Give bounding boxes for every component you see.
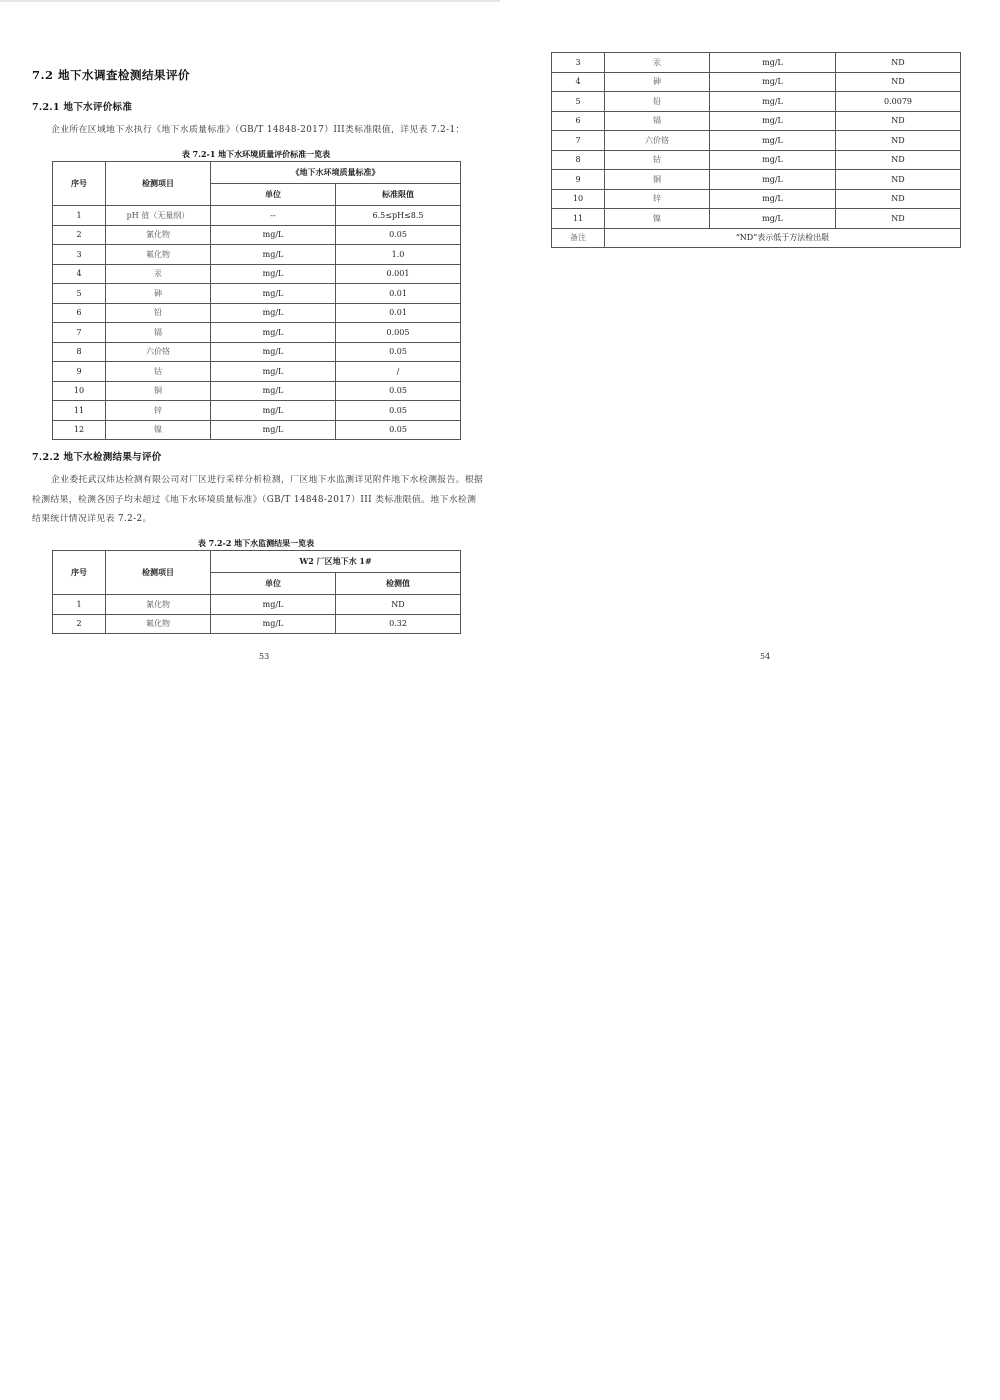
- col-header-unit: 单位: [211, 573, 336, 595]
- unit-cell: mg/L: [710, 53, 836, 73]
- unit-cell: mg/L: [211, 245, 336, 265]
- item-cell: 砷: [605, 72, 710, 92]
- row-number-cell: 2: [53, 225, 106, 245]
- value-cell: ND: [836, 111, 961, 131]
- unit-cell: mg/L: [710, 150, 836, 170]
- row-number-cell: 6: [53, 303, 106, 323]
- value-cell: ND: [836, 53, 961, 73]
- value-cell: 0.005: [336, 323, 461, 343]
- item-cell: 镍: [605, 209, 710, 229]
- table-row: [552, 53, 961, 73]
- item-cell: 镉: [106, 323, 211, 343]
- unit-cell: mg/L: [710, 170, 836, 190]
- row-number-cell: 12: [53, 420, 106, 440]
- row-number-cell: 10: [53, 381, 106, 401]
- table-row: [53, 420, 461, 440]
- results-table: [52, 550, 461, 634]
- unit-cell: mg/L: [211, 614, 336, 634]
- item-cell: 铅: [106, 303, 211, 323]
- col-header-item: 检测项目: [106, 162, 211, 206]
- row-number-cell: 11: [53, 401, 106, 421]
- row-number-cell: 4: [53, 264, 106, 284]
- col-header-value: 检测值: [336, 573, 461, 595]
- col-header-unit: 单位: [211, 184, 336, 206]
- unit-cell: mg/L: [211, 420, 336, 440]
- value-cell: ND: [836, 209, 961, 229]
- unit-cell: mg/L: [211, 303, 336, 323]
- value-cell: 0.01: [336, 284, 461, 304]
- row-number-cell: 9: [552, 170, 605, 190]
- section-title: 7.2 地下水调查检测结果评价: [32, 68, 191, 82]
- row-number-cell: 5: [53, 284, 106, 304]
- table-row: [53, 401, 461, 421]
- value-cell: ND: [336, 595, 461, 615]
- standard-table: [52, 161, 461, 440]
- unit-cell: mg/L: [211, 284, 336, 304]
- unit-cell: mg/L: [710, 189, 836, 209]
- row-number-cell: 1: [53, 595, 106, 615]
- row-number-cell: 8: [552, 150, 605, 170]
- page-number: 54: [760, 652, 771, 661]
- value-cell: 0.01: [336, 303, 461, 323]
- value-cell: 1.0: [336, 245, 461, 265]
- table-row: [53, 225, 461, 245]
- item-cell: 铅: [605, 92, 710, 112]
- table-row: [552, 170, 961, 190]
- item-cell: 汞: [106, 264, 211, 284]
- table-7-2-2-caption: 表 7.2-2 地下水监测结果一览表: [197, 538, 315, 548]
- table-row: [53, 303, 461, 323]
- value-cell: ND: [836, 189, 961, 209]
- item-cell: 砷: [106, 284, 211, 304]
- unit-cell: mg/L: [211, 264, 336, 284]
- row-number-cell: 10: [552, 189, 605, 209]
- item-cell: 铜: [605, 170, 710, 190]
- item-cell: 锌: [106, 401, 211, 421]
- value-cell: ND: [836, 131, 961, 151]
- value-cell: ND: [836, 150, 961, 170]
- item-cell: 铜: [106, 381, 211, 401]
- results-table-continued: [551, 52, 961, 248]
- unit-cell: mg/L: [211, 401, 336, 421]
- row-number-cell: 1: [53, 206, 106, 226]
- unit-cell: mg/L: [211, 342, 336, 362]
- item-cell: 镉: [605, 111, 710, 131]
- table-row: [53, 206, 461, 226]
- table-row: [552, 209, 961, 229]
- item-cell: 氟化物: [106, 614, 211, 634]
- value-cell: 0.05: [336, 401, 461, 421]
- unit-cell: --: [211, 206, 336, 226]
- item-cell: pH 值（无量纲）: [106, 206, 211, 226]
- table-row: [53, 342, 461, 362]
- col-header-no: 序号: [53, 162, 106, 206]
- table-row: [53, 245, 461, 265]
- item-cell: 锌: [605, 189, 710, 209]
- table-row: [53, 264, 461, 284]
- value-cell: 0.05: [336, 420, 461, 440]
- unit-cell: mg/L: [211, 362, 336, 382]
- row-number-cell: 2: [53, 614, 106, 634]
- item-cell: 氰化物: [106, 595, 211, 615]
- paragraph-results-text: 企业委托武汉炜达检测有限公司对厂区进行采样分析检测，厂区地下水监测详见附件地下水检测报告。根据检测结果，检测各因子均未超过《地下水环境质量标准》（GB/T 14848-2017）III 类标准限值。地下水检测结果统计情况详见表 7.2-2。: [32, 475, 484, 524]
- table-row: [552, 131, 961, 151]
- unit-cell: mg/L: [710, 92, 836, 112]
- unit-cell: mg/L: [710, 111, 836, 131]
- row-number-cell: 3: [53, 245, 106, 265]
- item-cell: 氟化物: [106, 245, 211, 265]
- value-cell: 0.0079: [836, 92, 961, 112]
- table-7-2-1-caption: 表 7.2-1 地下水环境质量评价标准一览表: [181, 149, 331, 159]
- unit-cell: mg/L: [710, 72, 836, 92]
- row-number-cell: 5: [552, 92, 605, 112]
- item-cell: 镍: [106, 420, 211, 440]
- unit-cell: mg/L: [211, 225, 336, 245]
- paragraph-standard: [32, 121, 484, 141]
- page-54: [500, 0, 1000, 700]
- item-cell: 六价铬: [605, 131, 710, 151]
- row-number-cell: 7: [552, 131, 605, 151]
- unit-cell: mg/L: [211, 595, 336, 615]
- item-cell: 六价铬: [106, 342, 211, 362]
- note-label: 备注: [552, 228, 605, 248]
- value-cell: 0.05: [336, 225, 461, 245]
- row-number-cell: 4: [552, 72, 605, 92]
- col-header-limit: 标准限值: [336, 184, 461, 206]
- table-row: [53, 381, 461, 401]
- paragraph-results: [32, 471, 484, 530]
- paragraph-standard-text: 企业所在区域地下水执行《地下水质量标准》（GB/T 14848-2017）III类标准限值，详见表 7.2-1：: [51, 125, 465, 135]
- value-cell: 0.05: [336, 381, 461, 401]
- value-cell: 0.32: [336, 614, 461, 634]
- value-cell: 0.001: [336, 264, 461, 284]
- table-row: [552, 189, 961, 209]
- page-53: [0, 0, 500, 700]
- row-number-cell: 9: [53, 362, 106, 382]
- item-cell: 汞: [605, 53, 710, 73]
- item-cell: 钴: [605, 150, 710, 170]
- table-row: [53, 284, 461, 304]
- col-header-sample-group: W2 厂区地下水 1#: [211, 551, 461, 573]
- value-cell: ND: [836, 72, 961, 92]
- table-row: [552, 72, 961, 92]
- table-row: [552, 150, 961, 170]
- unit-cell: mg/L: [710, 209, 836, 229]
- table-row: [552, 92, 961, 112]
- value-cell: 6.5≤pH≤8.5: [336, 206, 461, 226]
- item-cell: 钴: [106, 362, 211, 382]
- row-number-cell: 7: [53, 323, 106, 343]
- col-header-no: 序号: [53, 551, 106, 595]
- col-header-standard-group: 《地下水环境质量标准》: [211, 162, 461, 184]
- unit-cell: mg/L: [710, 131, 836, 151]
- value-cell: /: [336, 362, 461, 382]
- page-number: 53: [259, 652, 270, 661]
- row-number-cell: 11: [552, 209, 605, 229]
- unit-cell: mg/L: [211, 381, 336, 401]
- subsection-title-7-2-2: 7.2.2 地下水检测结果与评价: [32, 452, 162, 463]
- table-note-row: [552, 228, 961, 248]
- table-row: [53, 614, 461, 634]
- col-header-item: 检测项目: [106, 551, 211, 595]
- item-cell: 氰化物: [106, 225, 211, 245]
- table-row: [53, 323, 461, 343]
- table-row: [552, 111, 961, 131]
- unit-cell: mg/L: [211, 323, 336, 343]
- row-number-cell: 3: [552, 53, 605, 73]
- table-row: [53, 595, 461, 615]
- value-cell: ND: [836, 170, 961, 190]
- table-row: [53, 362, 461, 382]
- value-cell: 0.05: [336, 342, 461, 362]
- row-number-cell: 8: [53, 342, 106, 362]
- note-text: “ND”表示低于方法检出限: [605, 228, 961, 248]
- subsection-title-7-2-1: 7.2.1 地下水评价标准: [32, 102, 133, 113]
- row-number-cell: 6: [552, 111, 605, 131]
